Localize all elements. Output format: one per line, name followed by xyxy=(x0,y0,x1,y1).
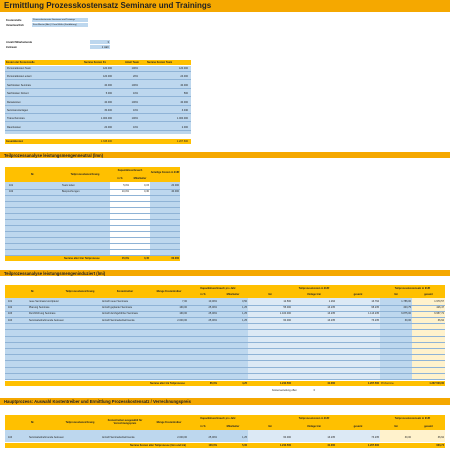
kostenart-cell-name: Seminarunterlagen xyxy=(7,109,29,112)
lmi-cell-lmn: 13.235 xyxy=(327,318,335,322)
lmn-header-kosten: Anteilige Kosten in EUR xyxy=(150,167,180,182)
lmi-cell-bez[interactable]: Planung Seminare xyxy=(29,306,50,310)
lmi-cell-tps-lmi: 30,00 xyxy=(404,318,411,322)
lmn-row-divider xyxy=(5,207,180,208)
lmn-cell-ma: 0,30 xyxy=(144,190,149,193)
kostenart-cell-anteil[interactable]: 10% xyxy=(132,92,138,96)
kostenart-row-divider xyxy=(5,130,191,131)
hp-row-tps-ges: 36,62 xyxy=(437,436,444,439)
lmi-cell-lmn: 13.235 xyxy=(327,312,335,316)
lmi-header-tps-ges: gesamt xyxy=(412,291,445,298)
verantwortlich-value: Frau Muster (Abt.) / Frau Müller (Fortbildung) xyxy=(33,24,77,26)
kostenart-cell-team: 24.000 xyxy=(180,75,188,79)
lmi-cell-menge[interactable]: 2.000,00 xyxy=(177,318,187,322)
kostenart-row-divider xyxy=(5,71,191,72)
lmn-row-divider xyxy=(5,237,180,238)
kostenart-header-3: Anteil Team xyxy=(125,61,139,64)
kostenart-cell-sum[interactable]: 40.000 xyxy=(104,83,112,87)
lmi-header-menge: Menge Kostentreiber xyxy=(150,285,188,298)
kostenstelle-value: Prozesskostensatz Seminare und Trainings xyxy=(33,19,76,21)
lmi-cell-tps-lmi: 1.786,00 xyxy=(401,300,411,303)
kostenart-cell-name: Trainerhonorare xyxy=(7,117,25,121)
kostenart-cell-team: 1.000.000 xyxy=(176,117,188,121)
hp-header-kap-ma: Mitarbeiter xyxy=(218,422,248,430)
lmi-sum-lmi: 1.242.500 xyxy=(279,382,291,385)
kostenart-cell-anteil[interactable]: 20% xyxy=(132,75,138,79)
lmn-row-divider xyxy=(5,231,180,232)
kostenart-cell-sum[interactable]: 40.000 xyxy=(104,100,112,104)
lmi-cell-menge[interactable]: 160,00 xyxy=(179,306,187,310)
lmi-cell-menge[interactable]: 160,00 xyxy=(179,312,187,316)
lmi-header-tpk-lmn: Umlage lmn xyxy=(292,291,336,298)
hp-header-treiber: Kostentreiber ausgewählt für Verrechnungspreis xyxy=(100,415,150,430)
lmi-row-divider xyxy=(5,329,445,330)
kostenart-total-label: Gesamtkosten xyxy=(6,140,24,143)
lmi-header-bez: Teilprozessbezeichnung xyxy=(60,285,100,298)
lmi-sum-ma: 4,25 xyxy=(242,382,247,385)
kostenart-cell-sum[interactable]: 120.000 xyxy=(102,67,112,70)
kostenart-row-divider xyxy=(5,121,191,122)
lmi-row-divider xyxy=(5,360,445,361)
lmi-cell-ges: 13.794 xyxy=(371,300,379,303)
hp-header-menge: Menge Kostentreiber xyxy=(150,415,188,430)
lmi-sum-pct: 85,0% xyxy=(209,382,217,385)
hp-header-nr: Nr. xyxy=(5,415,60,430)
kostenart-header-2: Summe Kosten Kt. xyxy=(84,61,107,64)
kostenart-cell-team: 3.040 xyxy=(181,109,188,112)
lmn-row-divider xyxy=(5,213,180,214)
hp-header-tps-ges: gesamt xyxy=(412,422,445,430)
kostenart-cell-team: 500 xyxy=(183,92,188,96)
kontrolle-value: 0 xyxy=(313,389,315,392)
hp-row-bez: Seminarteilnehmende betreuen xyxy=(29,436,64,439)
hp-header-kap: Kapazitätsverbrauch pro Jahr xyxy=(188,415,248,422)
lmi-row-divider xyxy=(5,373,445,374)
lmi-row-divider xyxy=(5,323,445,324)
lmi-header-tpk-ges: gesamt xyxy=(336,291,380,298)
lmi-cell-pct[interactable]: 25,00% xyxy=(208,306,217,310)
hp-header-tpk-lmi: lmi xyxy=(248,422,292,430)
anzahl-mitarbeitende-value: 3 xyxy=(107,41,109,44)
kostenart-header-4: Summe Kosten Team xyxy=(147,61,173,64)
hp-row-ma: 1,25 xyxy=(242,436,247,439)
lmi-header-nr: Nr. xyxy=(5,285,60,298)
hp-header-tpk: Teilprozesskosten in EUR xyxy=(248,415,380,422)
lmn-header-kap-ma: Mitarbeiter xyxy=(130,175,150,182)
lmn-cell-ma: 0,15 xyxy=(144,184,149,187)
lmi-cell-bez[interactable]: Seminarteilnehmende betreuen xyxy=(29,318,64,322)
kostenart-cell-anteil[interactable]: 100% xyxy=(131,83,138,87)
lmi-cell-treiber[interactable]: Anzahl Seminarteilnehmende xyxy=(102,318,135,322)
lmn-sum-pct: 15,0% xyxy=(121,257,129,260)
lmi-cell-ges: 73.235 xyxy=(371,318,379,322)
kontrolle-label: Kostenverteilung offen xyxy=(272,389,297,392)
kostenart-cell-name: Raumkosten xyxy=(7,125,22,129)
kostenart-cell-anteil[interactable]: 100% xyxy=(131,67,138,70)
lmi-row-divider xyxy=(5,311,445,312)
lmn-cell-kosten: 20.000 xyxy=(171,184,179,187)
hp-header-tps-lmi: lmi xyxy=(380,422,412,430)
lmi-header-kap-ma: Mitarbeiter xyxy=(218,291,248,298)
lmi-cell-pct[interactable]: 10,00% xyxy=(208,300,217,303)
lmi-pruefsumme-label: Prüfsumme xyxy=(381,382,394,385)
lmi-cell-pct[interactable]: 25,00% xyxy=(208,312,217,316)
kostenstelle-label: Kostenstelle xyxy=(6,19,22,22)
kostenart-cell-sum[interactable]: 1.000.000 xyxy=(100,117,112,121)
kostenart-cell-anteil[interactable]: 10% xyxy=(132,125,138,129)
lmn-header-bez: Teilprozessbezeichnung xyxy=(60,167,110,182)
lmi-cell-bez[interactable]: neue Seminare konzipieren xyxy=(29,300,60,303)
hp-header-bez: Teilprozessbezeichnung xyxy=(60,415,100,430)
lmi-cell-ges: 1.113.235 xyxy=(368,312,379,316)
kostenart-row-divider xyxy=(5,105,191,106)
lmn-cell-bez[interactable]: Team leiten xyxy=(62,184,75,187)
kostenart-row-divider xyxy=(5,88,191,89)
lmi-cell-treiber[interactable]: Anzahl neuer Seminare xyxy=(102,300,129,303)
kostenart-cell-sum[interactable]: 5.000 xyxy=(105,92,112,96)
kostenart-cell-team: 40.000 xyxy=(180,83,188,87)
hp-sum-ges: 1.267.600 xyxy=(367,444,379,447)
kostenart-cell-anteil[interactable]: 10% xyxy=(132,109,138,112)
lmi-row-divider xyxy=(5,305,445,306)
hp-sum-label: Summe Kosten aller Teilprozesse (lmn und lmi) xyxy=(130,444,187,447)
kostenart-cell-team: 120.000 xyxy=(178,67,188,70)
lmi-cell-tps-lmi: 6.875,00 xyxy=(401,312,411,316)
lmi-cell-tps-ges: 36,62 xyxy=(437,318,444,322)
lmi-cell-lmi: 55.000 xyxy=(283,306,291,310)
hp-sum-lmi: 1.242.500 xyxy=(279,444,291,447)
lmi-header-tpk: Teilprozesskosten in EUR xyxy=(248,285,380,291)
lmi-cell-tps-ges: 426,47 xyxy=(436,306,444,310)
kostenart-cell-sum[interactable]: 30.400 xyxy=(104,109,112,112)
kostenart-cell-name: Sachkosten Dozent xyxy=(7,92,29,96)
lmi-sum-ges: 1.267.500 xyxy=(367,382,379,385)
zeitraum-label: Zeitraum xyxy=(6,46,17,49)
section-lmn-title: Teilprozessanalyse leistungsmengenneutral (lmn) xyxy=(4,152,104,158)
kostenart-row-divider xyxy=(5,96,191,97)
hp-row-tps-lmi: 30,00 xyxy=(404,436,411,439)
lmi-row-divider xyxy=(5,342,445,343)
lmi-cell-lmi: 1.100.000 xyxy=(279,312,291,316)
lmi-cell-menge[interactable]: 7,00 xyxy=(182,300,187,303)
lmi-cell-lmi: 60.000 xyxy=(283,318,291,322)
verantwortlich-label: Verantwortlich xyxy=(6,24,24,27)
hp-row-lmi: 60.000 xyxy=(283,436,291,439)
hp-header-tpk-ges: gesamt xyxy=(336,422,380,430)
lmi-cell-nr: 104 xyxy=(8,318,13,322)
lmn-row-divider xyxy=(5,195,180,196)
lmn-cell-bez[interactable]: Besprechungen xyxy=(62,190,80,193)
lmn-cell-nr: 101 xyxy=(9,184,14,187)
hp-sum-lmn: 41.000 xyxy=(327,444,335,447)
lmi-header-tps-lmi: lmi xyxy=(380,291,412,298)
kostenart-row-divider xyxy=(5,79,191,80)
lmi-cell-ma: 1,25 xyxy=(242,318,247,322)
lmi-cell-nr: 102 xyxy=(8,306,13,310)
lmi-pruefsumme-value: 1.267.500,00 xyxy=(429,382,444,385)
lmi-cell-treiber[interactable]: Anzahl durchgeführter Seminare xyxy=(102,312,138,316)
lmi-cell-treiber[interactable]: Anzahl geplanter Seminare xyxy=(102,306,133,310)
lmn-row-divider xyxy=(5,201,180,202)
hp-sum-pct: 100,0% xyxy=(208,444,217,447)
hp-header-tps: Teilprozesskostensatz in EUR xyxy=(380,415,445,422)
kostenart-cell-anteil[interactable]: 100% xyxy=(131,100,138,104)
lmi-row-divider xyxy=(5,317,445,318)
lmi-row-divider xyxy=(5,367,445,368)
lmi-cell-bez[interactable]: Durchführung Seminare xyxy=(29,312,56,316)
lmn-cell-nr: 102 xyxy=(9,190,14,193)
sheet-title-bar xyxy=(0,0,450,12)
kostenart-cell-team: 2.000 xyxy=(181,125,188,129)
section-lmi-bar xyxy=(0,270,450,276)
lmn-sum-label: Summe aller lmn Teilprozesse xyxy=(64,257,100,260)
section-hauptprozess-title: Hauptprozess: Auswahl Kostentreiber und Ermittlung Prozesskostensatz / Verrechnungspreis xyxy=(4,399,191,404)
kostenart-cell-sum[interactable]: 20.000 xyxy=(104,125,112,129)
lmi-cell-ma: 1,25 xyxy=(242,312,247,316)
lmn-row-divider xyxy=(5,219,180,220)
hp-row-nr: 104 xyxy=(8,436,13,439)
kostenart-cell-name: Personalkosten extern xyxy=(7,75,32,79)
lmi-cell-pct[interactable]: 25,00% xyxy=(208,318,217,322)
lmi-cell-lmn: 1.294 xyxy=(328,300,335,303)
lmi-row-divider xyxy=(5,348,445,349)
kostenart-total-team: 1.207.600 xyxy=(176,140,188,143)
lmi-cell-nr: 101 xyxy=(8,300,13,303)
lmn-cell-pct[interactable]: 5,0% xyxy=(123,184,129,187)
lmi-cell-tps-lmi: 343,75 xyxy=(403,306,411,310)
lmi-sum-label: Summe aller lmi Teilprozesse xyxy=(150,382,185,385)
lmn-cell-pct[interactable]: 10,0% xyxy=(121,190,129,193)
kostenart-row-divider xyxy=(5,113,191,114)
lmi-sum-lmn: 41.000 xyxy=(327,382,335,385)
lmi-header-treiber: Kostentreiber xyxy=(100,285,150,298)
kostenart-cell-name: Reisekosten xyxy=(7,100,21,104)
hp-row-treiber[interactable]: Anzahl Seminarteilnehmende xyxy=(102,436,135,439)
kostenart-cell-sum[interactable]: 120.000 xyxy=(102,75,112,79)
lmn-row-divider xyxy=(5,249,180,250)
hp-header-tpk-lmn: Umlage lmn xyxy=(292,422,336,430)
lmn-header-nr: Nr. xyxy=(5,167,60,182)
hp-row-menge: 2.000,00 xyxy=(177,436,187,439)
lmi-cell-tps-ges: 1.970,57 xyxy=(434,300,444,303)
zeitraum-value: 1 Jahr xyxy=(101,46,109,49)
lmn-row-divider xyxy=(5,243,180,244)
lmn-row-divider xyxy=(5,255,180,256)
hp-sum-tps-ges: 633,74 xyxy=(436,444,444,447)
hp-header-kap-pct: in % xyxy=(188,422,218,430)
section-lmi-title: Teilprozessanalyse leistungsmengeninduziert (lmi) xyxy=(4,270,106,276)
sheet-title: Ermittlung Prozesskostensatz Seminare und Trainings xyxy=(4,1,212,10)
section-hauptprozess-bar xyxy=(0,398,450,405)
lmi-cell-ma: 1,25 xyxy=(242,306,247,310)
lmn-header-kap: Kapazitätsverbrauch xyxy=(110,167,150,175)
lmi-cell-lmn: 13.235 xyxy=(327,306,335,310)
hp-sum-ma: 5,00 xyxy=(242,444,247,447)
kostenart-cell-team: 40.000 xyxy=(180,100,188,104)
lmi-header-tps: Teilprozesskostensatz in EUR xyxy=(380,285,445,291)
lmn-row-divider xyxy=(5,189,180,190)
kostenart-header-1: Kosten der Kostenstelle xyxy=(6,61,35,64)
lmn-sum-kosten: 60.000 xyxy=(171,257,179,260)
lmi-cell-ges: 68.235 xyxy=(371,306,379,310)
lmn-sum-ma: 0,45 xyxy=(144,257,149,260)
anzahl-mitarbeitende-label: Anzahl Mitarbeitende xyxy=(6,41,33,44)
kostenart-cell-anteil[interactable]: 100% xyxy=(131,117,138,121)
lmi-header-kap: Kapazitätsverbrauch pro Jahr xyxy=(188,285,248,291)
kostenart-cell-name: Personalkosten Team xyxy=(7,67,31,70)
kostenart-total-sum: 1.345.400 xyxy=(100,140,112,143)
section-lmn-bar xyxy=(0,152,450,158)
hp-row-pct: 25,00% xyxy=(208,436,217,439)
lmi-row-divider xyxy=(5,379,445,380)
kostenart-cell-name: Sachkosten Seminare xyxy=(7,83,32,87)
lmi-cell-tps-ges: 6.957,72 xyxy=(434,312,444,316)
lmn-row-divider xyxy=(5,225,180,226)
lmi-cell-nr: 103 xyxy=(8,312,13,316)
lmi-row-divider xyxy=(5,336,445,337)
lmn-header-kap-pct: in % xyxy=(110,175,130,182)
lmi-row-divider xyxy=(5,354,445,355)
hp-row-ges: 73.235 xyxy=(371,436,379,439)
lmn-cell-kosten: 40.000 xyxy=(171,190,179,193)
hp-row-lmn: 13.235 xyxy=(327,436,335,439)
lmi-cell-ma: 0,50 xyxy=(242,300,247,303)
lmi-header-tpk-lmi: lmi xyxy=(248,291,292,298)
lmi-header-kap-pct: in % xyxy=(188,291,218,298)
lmi-cell-lmi: 12.500 xyxy=(283,300,291,303)
